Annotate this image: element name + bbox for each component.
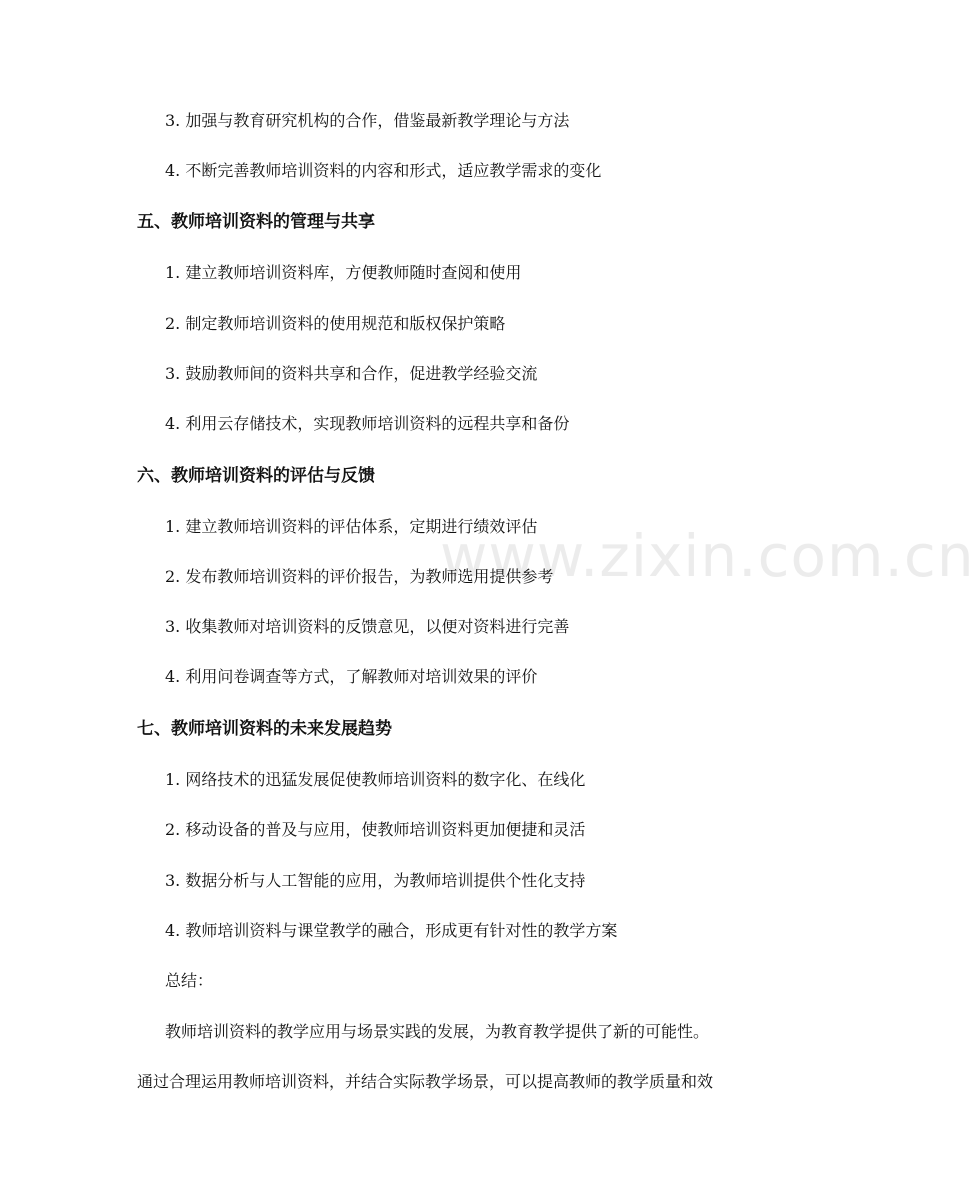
list-item: 4. 教师培训资料与课堂教学的融合，形成更有针对性的教学方案: [165, 921, 618, 940]
list-item: 1. 建立教师培训资料库，方便教师随时查阅和使用: [165, 263, 522, 282]
summary-paragraph-line: 教师培训资料的教学应用与场景实践的发展，为教育教学提供了新的可能性。: [165, 1022, 710, 1041]
list-item: 1. 建立教师培训资料的评估体系，定期进行绩效评估: [165, 517, 538, 536]
summary-paragraph-line: 通过合理运用教师培训资料，并结合实际教学场景，可以提高教师的教学质量和效: [137, 1072, 714, 1091]
section-heading: 七、教师培训资料的未来发展趋势: [137, 719, 392, 739]
list-item: 3. 鼓励教师间的资料共享和合作，促进教学经验交流: [165, 364, 538, 383]
section-heading: 六、教师培训资料的评估与反馈: [137, 466, 375, 486]
section-heading: 五、教师培训资料的管理与共享: [137, 212, 375, 232]
list-item: 3. 数据分析与人工智能的应用，为教师培训提供个性化支持: [165, 871, 586, 890]
list-item: 4. 利用问卷调查等方式，了解教师对培训效果的评价: [165, 667, 538, 686]
list-item: 2. 发布教师培训资料的评价报告，为教师选用提供参考: [165, 567, 554, 586]
list-item: 4. 不断完善教师培训资料的内容和形式，适应教学需求的变化: [165, 161, 602, 180]
list-item: 2. 移动设备的普及与应用，使教师培训资料更加便捷和灵活: [165, 820, 586, 839]
list-item: 2. 制定教师培训资料的使用规范和版权保护策略: [165, 314, 506, 333]
list-item: 4. 利用云存储技术，实现教师培训资料的远程共享和备份: [165, 414, 570, 433]
list-item: 3. 收集教师对培训资料的反馈意见，以便对资料进行完善: [165, 617, 570, 636]
list-item: 3. 加强与教育研究机构的合作，借鉴最新教学理论与方法: [165, 111, 570, 130]
summary-label: 总结：: [165, 971, 214, 990]
list-item: 1. 网络技术的迅猛发展促使教师培训资料的数字化、在线化: [165, 770, 586, 789]
watermark: www.zixin.com.cn: [440, 522, 975, 590]
